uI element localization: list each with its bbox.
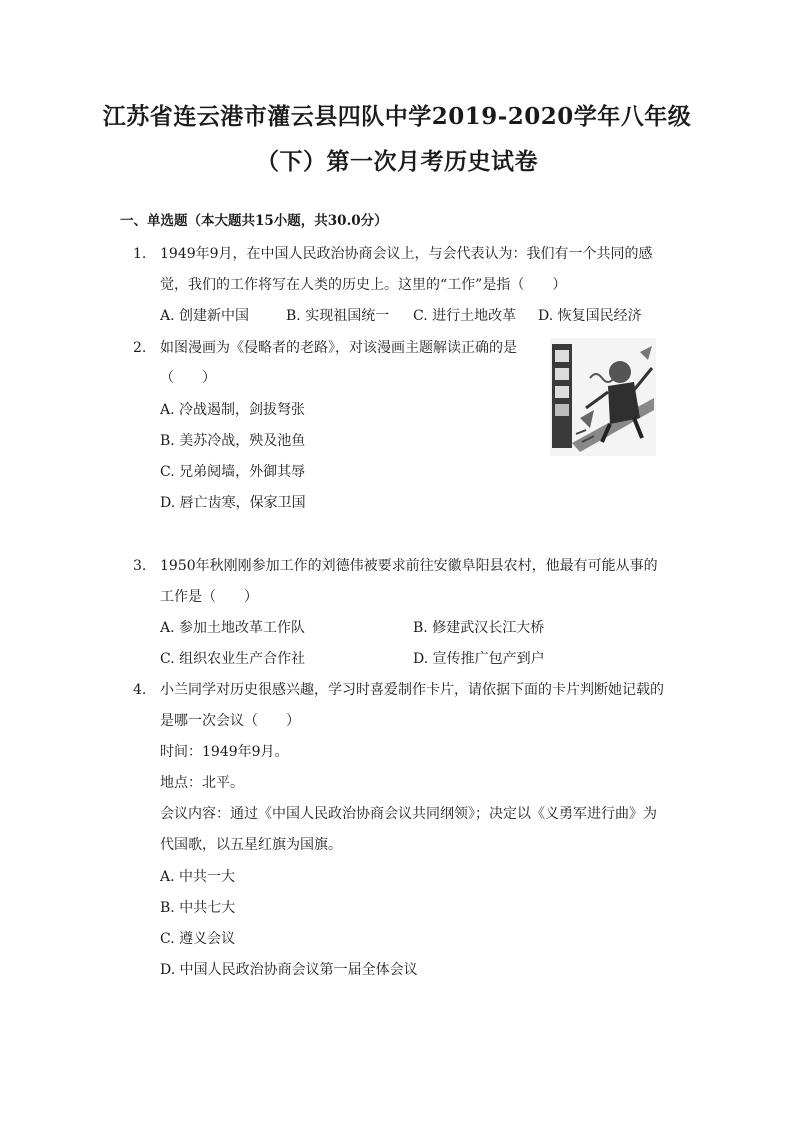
question-4-option-a: A. 中共一大 (160, 869, 236, 885)
question-4-option-d: D. 中国人民政治协商会议第一届全体会议 (160, 962, 418, 978)
question-2-option-a: A. 冷战遏制，剑拔弩张 (160, 402, 306, 418)
question-2-option-d: D. 唇亡齿寒，保家卫国 (160, 495, 306, 511)
question-4-line-3: 时间：1949年9月。 (160, 744, 289, 760)
question-1-line-2: 觉，我们的工作将写在人类的历史上。这里的“工作”是指（ ） (160, 277, 567, 293)
question-4-option-c: C. 遵义会议 (160, 931, 236, 947)
question-3-option-b: B. 修建武汉长江大桥 (413, 620, 545, 636)
question-3-option-d: D. 宣传推广包产到户 (413, 651, 545, 667)
question-4-line-1: 小兰同学对历史很感兴趣，学习时喜爱制作卡片，请依据下面的卡片判断她记载的 (160, 682, 664, 698)
exam-title-line2: （下）第一次月考历史试卷 (256, 148, 538, 175)
question-1-option-b: B. 实现祖国统一 (286, 308, 390, 324)
question-1-number: 1. (133, 246, 147, 262)
section-heading: 一、单选题（本大题共15小题，共30.0分） (120, 213, 388, 229)
question-4-number: 4. (133, 682, 147, 698)
question-3-line-2: 工作是（ ） (160, 589, 258, 605)
question-2-option-c: C. 兄弟阋墙，外御其辱 (160, 464, 306, 480)
question-4-line-4: 地点：北平。 (160, 775, 244, 791)
question-3-option-c: C. 组织农业生产合作社 (160, 651, 306, 667)
question-2-number: 2. (133, 340, 147, 356)
question-4-line-2: 是哪一次会议（ ） (160, 713, 300, 729)
question-2-option-b: B. 美苏冷战，殃及池鱼 (160, 433, 306, 449)
question-2-line-1: 如图漫画为《侵略者的老路》，对该漫画主题解读正确的是 (160, 340, 517, 356)
question-1-line-1: 1949年9月，在中国人民政治协商会议上，与会代表认为：我们有一个共同的感 (160, 246, 653, 262)
question-3-option-a: A. 参加土地改革工作队 (160, 620, 306, 636)
exam-title-line1: 江苏省连云港市灌云县四队中学2019-2020学年八年级 (102, 103, 692, 130)
question-1-option-a: A. 创建新中国 (160, 308, 250, 324)
question-3-number: 3. (133, 558, 147, 574)
question-1-option-c: C. 进行土地改革 (413, 308, 517, 324)
question-3-line-1: 1950年秋刚刚参加工作的刘德伟被要求前往安徽阜阳县农村，他最有可能从事的 (160, 558, 658, 574)
question-4-line-5: 会议内容：通过《中国人民政治协商会议共同纲领》；决定以《义勇军进行曲》为 (160, 806, 657, 822)
question-2-line-2: （ ） (160, 370, 216, 386)
question-1-option-d: D. 恢复国民经济 (538, 308, 642, 324)
question-4-line-6: 代国歌，以五星红旗为国旗。 (160, 837, 342, 853)
question-4-option-b: B. 中共七大 (160, 900, 236, 916)
cartoon-image (550, 338, 656, 456)
